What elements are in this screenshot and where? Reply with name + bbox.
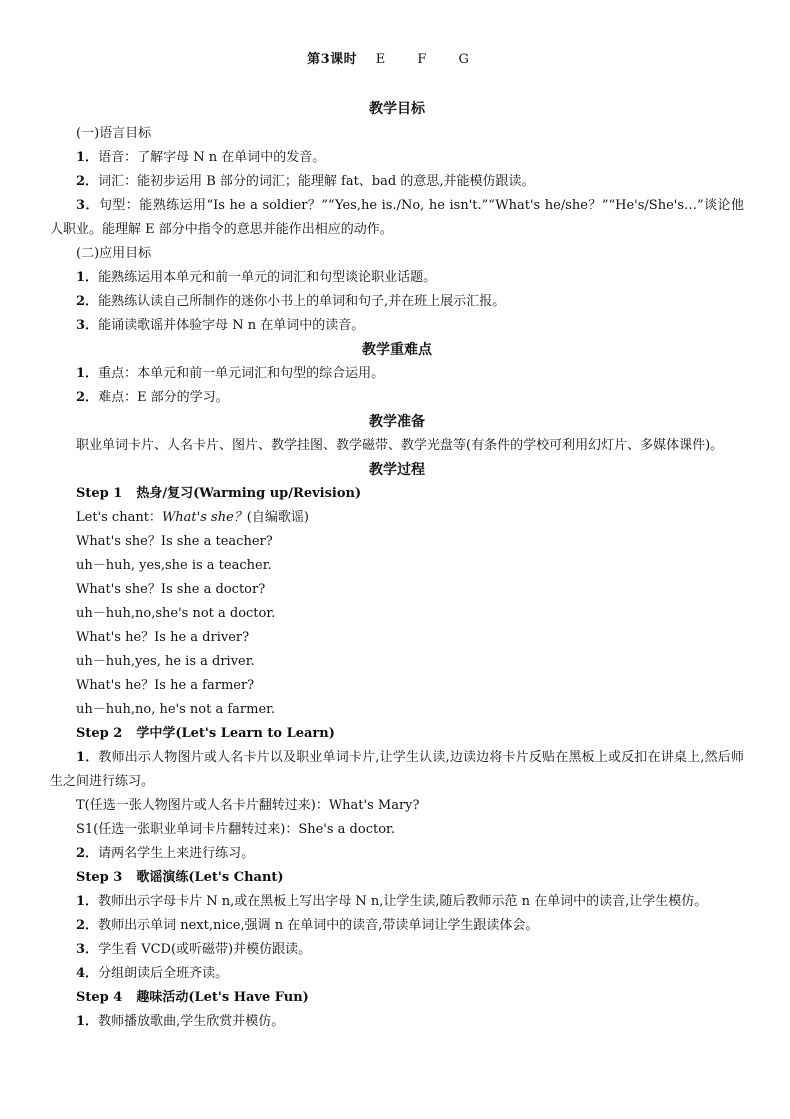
goals-language-heading: (一)语言目标	[76, 126, 152, 141]
lesson-letters: E F G	[375, 52, 483, 67]
item-number: 2	[76, 390, 86, 405]
item-text: 分组朗读后全班齐读。	[98, 966, 229, 981]
step-label: Step 2	[76, 726, 123, 741]
step-item: 4．分组朗读后全班齐读。	[76, 966, 229, 981]
goals-application-heading: (二)应用目标	[76, 246, 152, 261]
step-title: 热身/复习(Warming up/Revision)	[136, 486, 362, 501]
item-text: 教师出示单词 next,nice,强调 n 在单词中的读音,带读单词让学生跟读体会。	[98, 918, 539, 933]
chant-prefix: Let's chant：	[76, 510, 162, 525]
section-title-goals: 教学目标	[369, 101, 425, 117]
item-text: 重点：本单元和前一单元词汇和句型的综合运用。	[98, 366, 385, 381]
item-text: 教师出示人物图片或人名卡片以及职业单词卡片,让学生认读,边读边将卡片反贴在黑板上或反扣在讲桌上,然后师生之间进行练习。	[50, 750, 744, 789]
chant-line: uh－huh,no,she's not a doctor.	[76, 606, 276, 621]
page-header	[0, 48, 790, 67]
item-number: 1	[76, 366, 86, 381]
chant-suffix: (自编歌谣)	[246, 510, 309, 525]
item-number: 1	[76, 750, 86, 765]
step-heading	[50, 866, 744, 890]
item-text: 词汇：能初步运用 B 部分的词汇；能理解 fat、bad 的意思,并能模仿跟读。	[98, 174, 535, 189]
item-text: 教师播放歌曲,学生欣赏并模仿。	[98, 1014, 285, 1029]
item-number: 2	[76, 846, 86, 861]
chant-line: uh－huh, yes,she is a teacher.	[76, 558, 272, 573]
item-number: 1	[76, 1014, 86, 1029]
item-number: 2	[76, 294, 86, 309]
item-text: 能熟练运用本单元和前一单元的词汇和句型谈论职业话题。	[98, 270, 437, 285]
step-label: Step 1	[76, 486, 123, 501]
section-title-process: 教学过程	[369, 462, 425, 478]
item-text: 语音：了解字母 N n 在单词中的发音。	[98, 150, 326, 165]
item-text: 学生看 VCD(或听磁带)并模仿跟读。	[98, 942, 312, 957]
chant-line: What's she？Is she a doctor?	[76, 582, 266, 597]
section-title-difficulty: 教学重难点	[362, 342, 432, 358]
item-number: 4	[76, 966, 86, 981]
difficulty-item: 1．重点：本单元和前一单元词汇和句型的综合运用。	[76, 366, 385, 381]
item-text: 请两名学生上来进行练习。	[98, 846, 255, 861]
step-item: 2．教师出示单词 next,nice,强调 n 在单词中的读音,带读单词让学生跟读体会。	[76, 918, 539, 933]
step-label: Step 4	[76, 990, 123, 1005]
item-text: 能诵读歌谣并体验字母 N n 在单词中的读音。	[98, 318, 365, 333]
item-number: 1	[76, 270, 86, 285]
goal-item: 2．能熟练认读自己所制作的迷你小书上的单词和句子,并在班上展示汇报。	[76, 294, 506, 309]
item-text: 能熟练认读自己所制作的迷你小书上的单词和句子,并在班上展示汇报。	[98, 294, 506, 309]
step-item: 1．教师出示字母卡片 N n,或在黑板上写出字母 N n,让学生读,随后教师示范 n 在单词中的读音,让学生模仿。	[76, 894, 708, 909]
step-item: 1．教师播放歌曲,学生欣赏并模仿。	[76, 1014, 285, 1029]
goal-item: 2．词汇：能初步运用 B 部分的词汇；能理解 fat、bad 的意思,并能模仿跟读。	[76, 174, 535, 189]
item-text: 难点：E 部分的学习。	[98, 390, 229, 405]
item-number: 1	[76, 894, 86, 909]
item-number: 2	[76, 174, 86, 189]
step-item: 2．请两名学生上来进行练习。	[76, 846, 255, 861]
lesson-number: 第3课时	[307, 52, 358, 67]
goal-item: 3．能诵读歌谣并体验字母 N n 在单词中的读音。	[76, 318, 365, 333]
chant-intro	[50, 506, 744, 530]
chant-line: What's he？Is he a farmer?	[76, 678, 255, 693]
item-number: 2	[76, 918, 86, 933]
item-text: 教师出示字母卡片 N n,或在黑板上写出字母 N n,让学生读,随后教师示范 n 在单词中的读音,让学生模仿。	[98, 894, 708, 909]
chant-line: What's he？Is he a driver?	[76, 630, 250, 645]
item-text: 句型：能熟练运用“Is he a soldier？”“Yes,he is./No, he isn't.”“What's he/she？”“He's/She's…”谈论他人职业。能理解 E 部分中指令的意思并能作出相应的动作。	[50, 198, 744, 237]
step-heading	[50, 722, 744, 746]
step-title: 歌谣演练(Let's Chant)	[136, 870, 284, 885]
preparation-text: 职业单词卡片、人名卡片、图片、教学挂图、教学磁带、教学光盘等(有条件的学校可利用幻灯片、多媒体课件)。	[76, 438, 724, 453]
chant-line: uh－huh,no, he's not a farmer.	[76, 702, 276, 717]
item-number: 3	[76, 198, 86, 213]
chant-line: uh－huh,yes, he is a driver.	[76, 654, 255, 669]
document-body	[50, 96, 744, 1034]
goal-item: 1．语音：了解字母 N n 在单词中的发音。	[76, 150, 326, 165]
step-item: 1．教师出示人物图片或人名卡片以及职业单词卡片,让学生认读,边读边将卡片反贴在黑板上或反扣在讲桌上,然后师生之间进行练习。	[50, 750, 744, 789]
step-heading	[50, 482, 744, 506]
dialog-line: T(任选一张人物图片或人名卡片翻转过来)：What's Mary?	[76, 798, 420, 813]
step-item: 3．学生看 VCD(或听磁带)并模仿跟读。	[76, 942, 312, 957]
item-number: 3	[76, 318, 86, 333]
difficulty-item: 2．难点：E 部分的学习。	[76, 390, 229, 405]
step-heading	[50, 986, 744, 1010]
step-title: 学中学(Let's Learn to Learn)	[136, 726, 335, 741]
item-number: 1	[76, 150, 86, 165]
goal-item: 1．能熟练运用本单元和前一单元的词汇和句型谈论职业话题。	[76, 270, 437, 285]
step-label: Step 3	[76, 870, 123, 885]
chant-title: What's she？	[161, 510, 247, 525]
chant-line: What's she？Is she a teacher?	[76, 534, 273, 549]
item-number: 3	[76, 942, 86, 957]
section-title-preparation: 教学准备	[369, 414, 425, 430]
dialog-line: S1(任选一张职业单词卡片翻转过来)：She's a doctor.	[76, 822, 395, 837]
goal-item: 3．句型：能熟练运用“Is he a soldier？”“Yes,he is./No, he isn't.”“What's he/she？”“He's/She's…”谈论他人职业。能理解 E 部分中指令的意思并能作出相应的动作。	[50, 198, 744, 237]
step-title: 趣味活动(Let's Have Fun)	[136, 990, 309, 1005]
